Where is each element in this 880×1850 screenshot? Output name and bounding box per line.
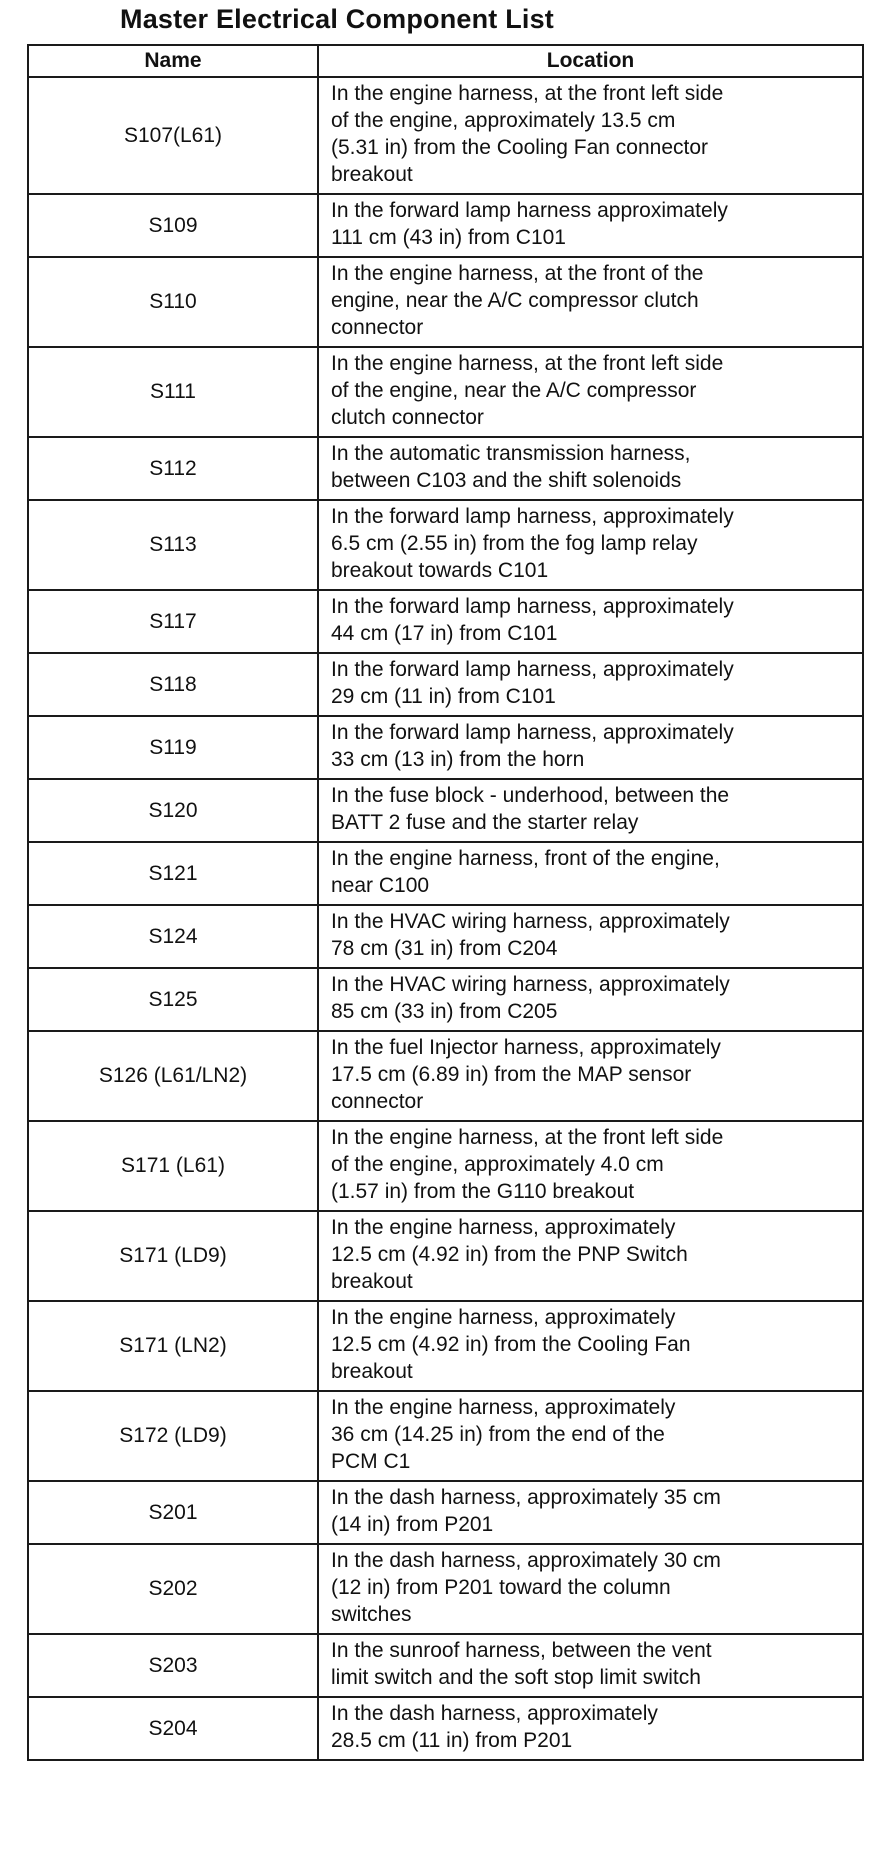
component-location-cell (318, 1391, 863, 1481)
location-line: (12 in) from P201 toward the column (331, 1576, 671, 1599)
location-line: 28.5 cm (11 in) from P201 (331, 1729, 573, 1752)
location-line: 85 cm (33 in) from C205 (331, 1000, 558, 1023)
location-line: switches (331, 1603, 412, 1626)
location-line: 6.5 cm (2.55 in) from the fog lamp relay (331, 532, 698, 555)
column-header-name: Name (28, 45, 318, 77)
location-line: In the fuel Injector harness, approximately (331, 1036, 721, 1059)
table-row (28, 590, 863, 653)
location-line: of the engine, near the A/C compressor (331, 379, 697, 402)
component-name-cell: S203 (28, 1634, 318, 1697)
component-name-cell: S111 (28, 347, 318, 437)
table-body (28, 77, 863, 1760)
location-line: breakout towards C101 (331, 559, 549, 582)
location-line: connector (331, 316, 424, 339)
location-line: 12.5 cm (4.92 in) from the PNP Switch (331, 1243, 688, 1266)
location-line: 17.5 cm (6.89 in) from the MAP sensor (331, 1063, 692, 1086)
component-location-cell (318, 905, 863, 968)
component-table (27, 44, 864, 1761)
table-row (28, 437, 863, 500)
location-line: In the automatic transmission harness, (331, 442, 691, 465)
location-line: 29 cm (11 in) from C101 (331, 685, 556, 708)
location-line: 12.5 cm (4.92 in) from the Cooling Fan (331, 1333, 691, 1356)
component-location-cell (318, 779, 863, 842)
component-location-cell (318, 716, 863, 779)
component-location-cell (318, 653, 863, 716)
location-line: (1.57 in) from the G110 breakout (331, 1180, 635, 1203)
table-row (28, 1697, 863, 1760)
table-row (28, 842, 863, 905)
component-name-cell: S204 (28, 1697, 318, 1760)
component-location-cell (318, 257, 863, 347)
component-location-cell (318, 1301, 863, 1391)
component-name-cell: S121 (28, 842, 318, 905)
location-line: between C103 and the shift solenoids (331, 469, 682, 492)
page-title: Master Electrical Component List (120, 4, 554, 34)
table-row (28, 1391, 863, 1481)
location-line: (14 in) from P201 (331, 1513, 494, 1536)
component-name-cell: S120 (28, 779, 318, 842)
component-location-cell (318, 590, 863, 653)
location-line: engine, near the A/C compressor clutch (331, 289, 699, 312)
component-name-cell: S171 (LD9) (28, 1211, 318, 1301)
location-line: In the engine harness, approximately (331, 1216, 676, 1239)
location-line: connector (331, 1090, 424, 1113)
location-line: In the dash harness, approximately 30 cm (331, 1549, 721, 1572)
location-line: breakout (331, 1270, 413, 1293)
component-location-cell (318, 1634, 863, 1697)
table-row (28, 257, 863, 347)
component-name-cell: S119 (28, 716, 318, 779)
component-name-cell: S172 (LD9) (28, 1391, 318, 1481)
location-line: In the engine harness, front of the engine, (331, 847, 720, 870)
location-line: In the engine harness, at the front of the (331, 262, 704, 285)
component-location-cell (318, 1121, 863, 1211)
table-row (28, 1634, 863, 1697)
location-line: 78 cm (31 in) from C204 (331, 937, 558, 960)
location-line: of the engine, approximately 4.0 cm (331, 1153, 664, 1176)
component-name-cell: S118 (28, 653, 318, 716)
location-line: In the engine harness, at the front left side (331, 82, 724, 105)
table-row (28, 968, 863, 1031)
table-row (28, 1544, 863, 1634)
location-line: PCM C1 (331, 1450, 411, 1473)
table-row (28, 1301, 863, 1391)
location-line: 36 cm (14.25 in) from the end of the (331, 1423, 665, 1446)
location-line: In the engine harness, at the front left side (331, 352, 724, 375)
table-row (28, 1211, 863, 1301)
component-name-cell: S202 (28, 1544, 318, 1634)
table-row (28, 1031, 863, 1121)
table-row (28, 500, 863, 590)
table-row (28, 653, 863, 716)
column-header-location: Location (318, 45, 863, 77)
location-line: limit switch and the soft stop limit switch (331, 1666, 701, 1689)
location-line: In the HVAC wiring harness, approximately (331, 910, 730, 933)
component-location-cell (318, 1697, 863, 1760)
location-line: 33 cm (13 in) from the horn (331, 748, 585, 771)
component-location-cell (318, 500, 863, 590)
component-name-cell: S201 (28, 1481, 318, 1544)
component-name-cell: S110 (28, 257, 318, 347)
component-name-cell: S107(L61) (28, 77, 318, 194)
component-name-cell: S109 (28, 194, 318, 257)
table-row (28, 779, 863, 842)
component-name-cell: S125 (28, 968, 318, 1031)
location-line: In the dash harness, approximately (331, 1702, 658, 1725)
location-line: In the engine harness, approximately (331, 1396, 676, 1419)
location-line: (5.31 in) from the Cooling Fan connector (331, 136, 709, 159)
component-location-cell (318, 194, 863, 257)
component-location-cell (318, 77, 863, 194)
location-line: In the forward lamp harness, approximately (331, 721, 734, 744)
table-row (28, 905, 863, 968)
component-location-cell (318, 1544, 863, 1634)
location-line: of the engine, approximately 13.5 cm (331, 109, 676, 132)
component-name-cell: S112 (28, 437, 318, 500)
table-row (28, 194, 863, 257)
location-line: In the engine harness, at the front left side (331, 1126, 724, 1149)
component-location-cell (318, 347, 863, 437)
table-row (28, 77, 863, 194)
location-line: In the fuse block - underhood, between the (331, 784, 730, 807)
component-location-cell (318, 1481, 863, 1544)
location-line: In the forward lamp harness, approximately (331, 595, 734, 618)
table-header-row (28, 45, 863, 77)
component-name-cell: S126 (L61/LN2) (28, 1031, 318, 1121)
location-line: In the forward lamp harness, approximately (331, 658, 734, 681)
location-line: 111 cm (43 in) from C101 (331, 226, 566, 249)
table-row (28, 716, 863, 779)
table-row (28, 1121, 863, 1211)
component-location-cell (318, 842, 863, 905)
location-line: breakout (331, 163, 413, 186)
component-location-cell (318, 437, 863, 500)
location-line: In the forward lamp harness, approximately (331, 505, 734, 528)
table-row (28, 1481, 863, 1544)
location-line: breakout (331, 1360, 413, 1383)
component-name-cell: S171 (L61) (28, 1121, 318, 1211)
component-location-cell (318, 1031, 863, 1121)
location-line: BATT 2 fuse and the starter relay (331, 811, 639, 834)
component-name-cell: S113 (28, 500, 318, 590)
table-row (28, 347, 863, 437)
component-location-cell (318, 968, 863, 1031)
location-line: In the engine harness, approximately (331, 1306, 676, 1329)
location-line: In the sunroof harness, between the vent (331, 1639, 712, 1662)
location-line: near C100 (331, 874, 430, 897)
component-name-cell: S124 (28, 905, 318, 968)
location-line: In the dash harness, approximately 35 cm (331, 1486, 721, 1509)
component-name-cell: S171 (LN2) (28, 1301, 318, 1391)
location-line: clutch connector (331, 406, 484, 429)
component-name-cell: S117 (28, 590, 318, 653)
location-line: In the forward lamp harness approximately (331, 199, 728, 222)
location-line: In the HVAC wiring harness, approximately (331, 973, 730, 996)
location-line: 44 cm (17 in) from C101 (331, 622, 558, 645)
component-location-cell (318, 1211, 863, 1301)
